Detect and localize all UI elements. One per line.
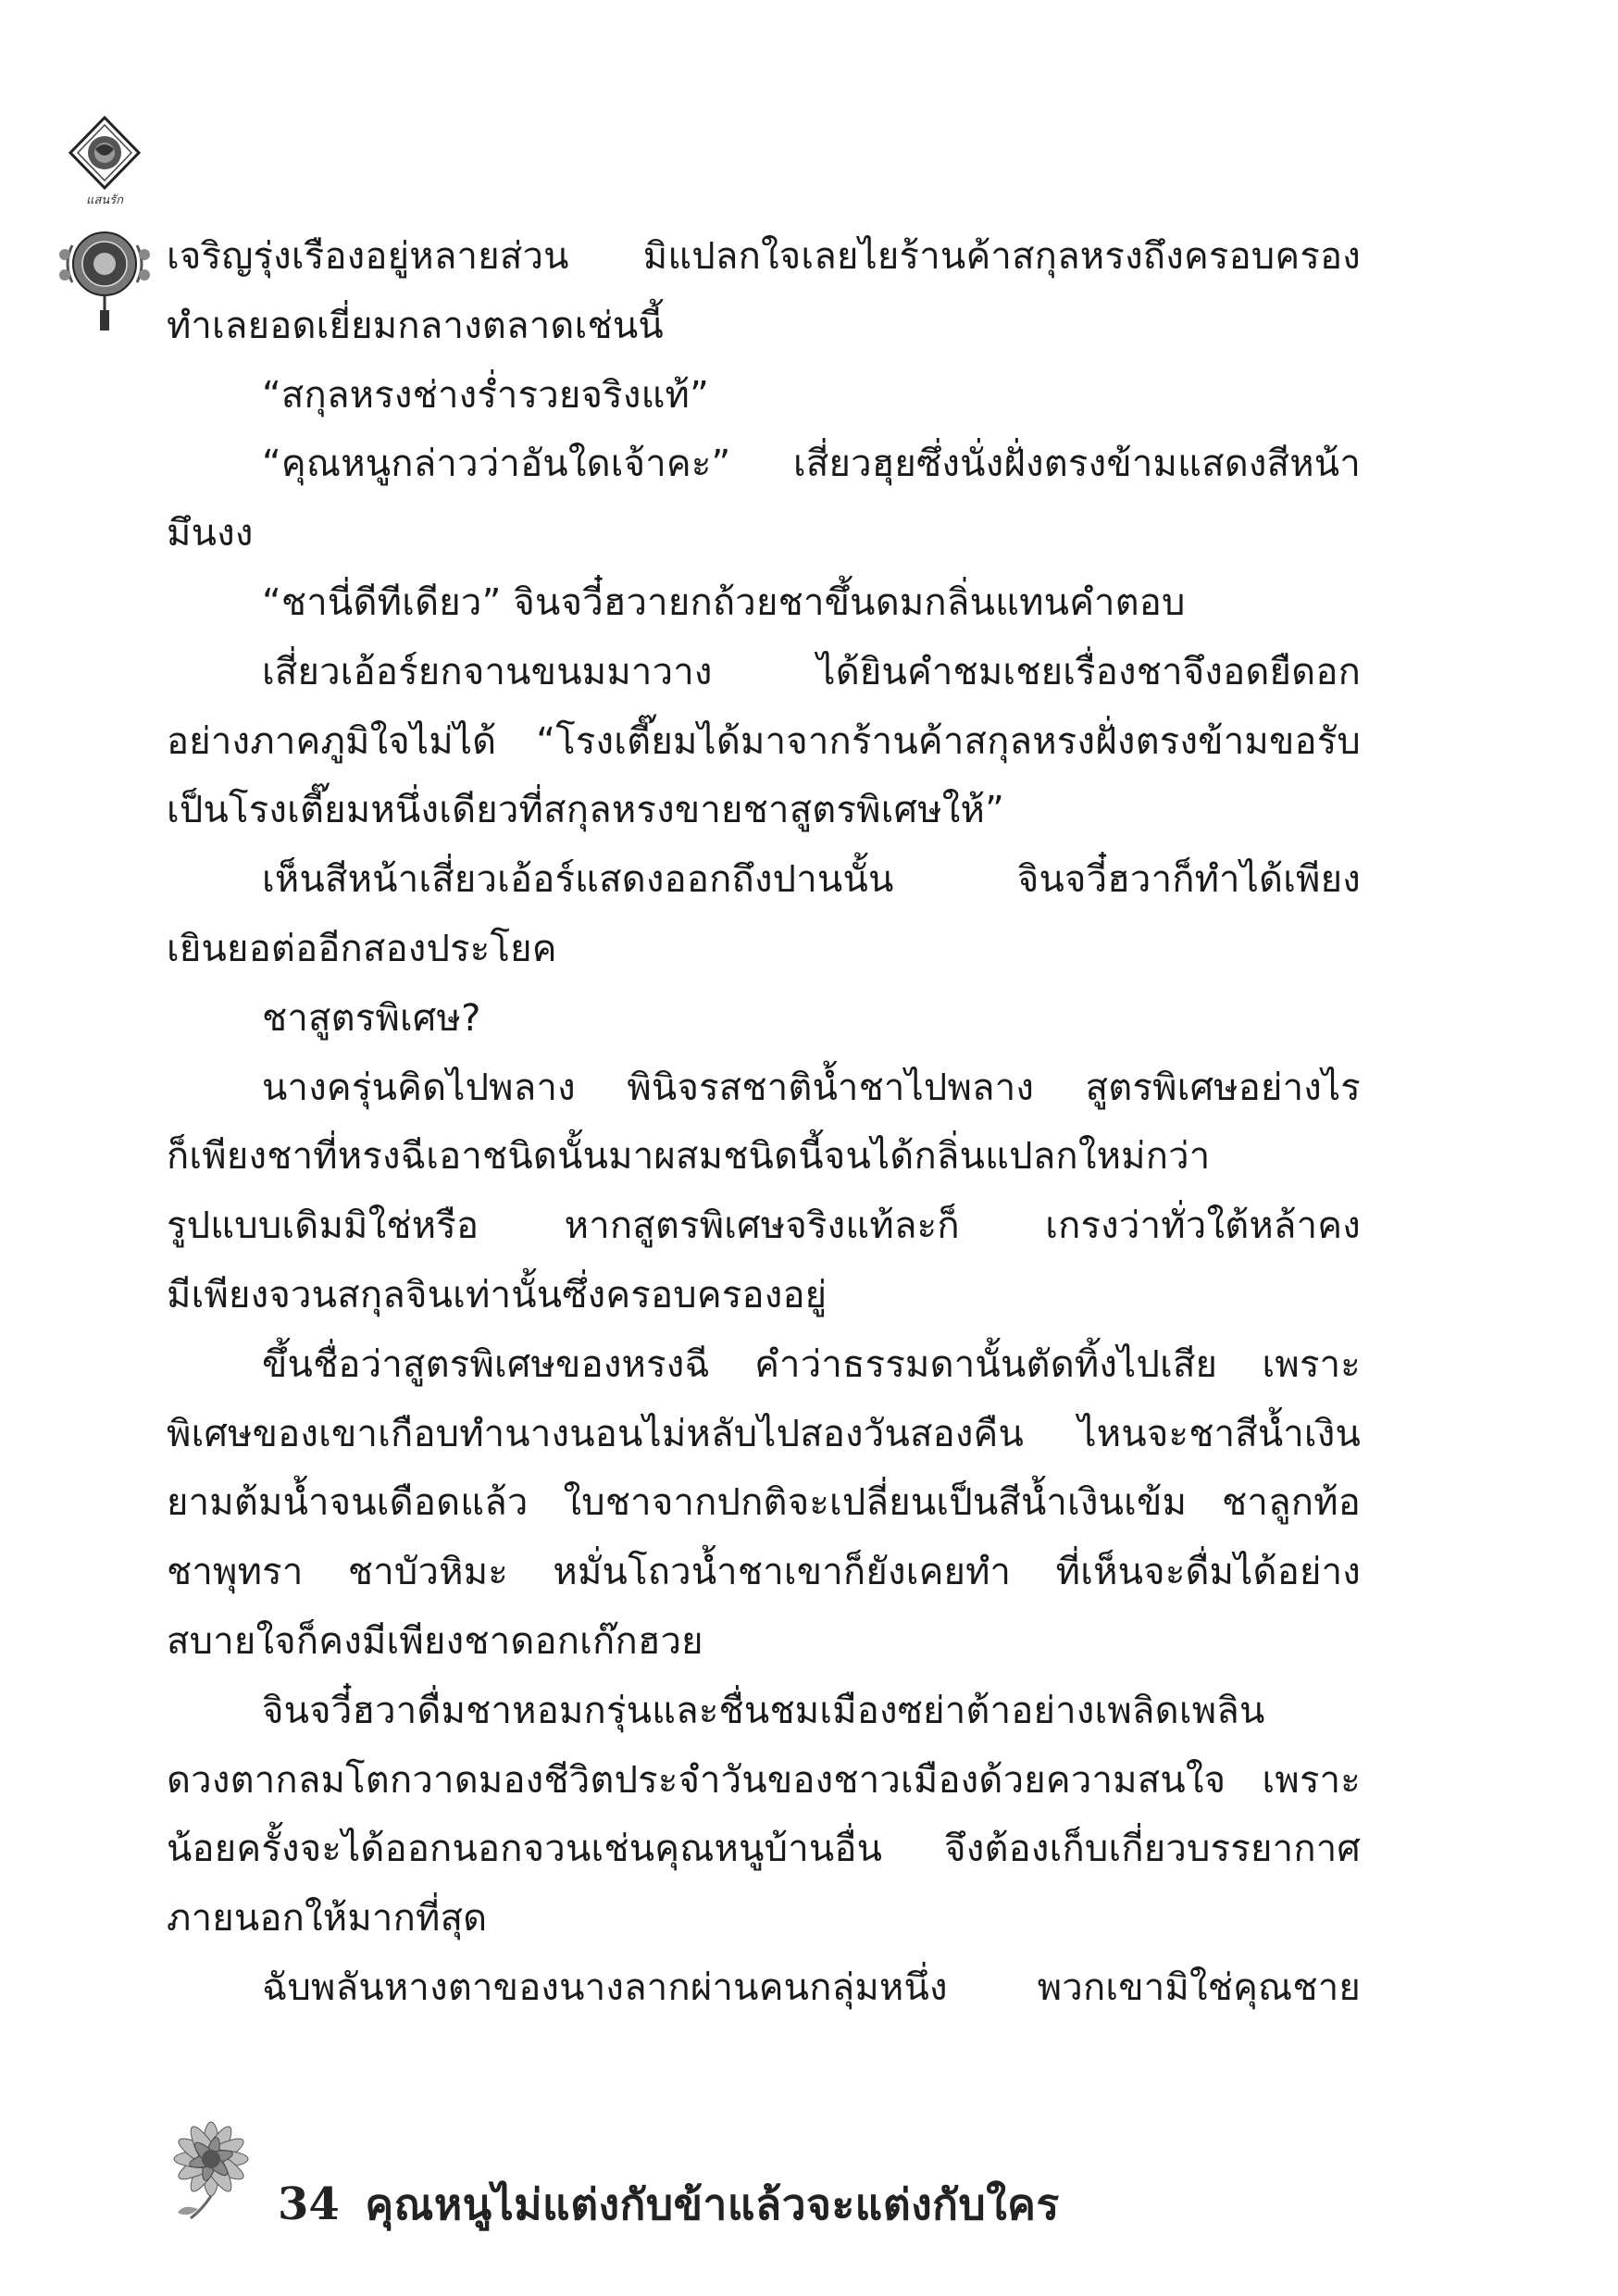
text-line: มีเพียงจวนสกุลจินเท่านั้นซึ่งครอบครองอยู่ [167,1273,828,1316]
text-line: รูปแบบเดิมมิใช่หรือ หากสูตรพิเศษจริงแท้ละก็ เกรงว่าทั่วใต้หล้าคง [167,1204,1361,1248]
text-line: ดวงตากลมโตกวาดมองชีวิตประจำวันของชาวเมืองด้วยความสนใจ เพราะ [167,1758,1361,1802]
text-line: จินจวี๋ฮวาดื่มชาหอมกรุ่นและชื่นชมเมืองซย่าต้าอย่างเพลิดเพลิน [262,1689,1265,1732]
text-line: ยามต้มน้ำจนเดือดแล้ว ใบชาจากปกติจะเปลี่ยนเป็นสีน้ำเงินเข้ม ชาลูกท้อ [167,1481,1361,1525]
text-line: เยินยอต่ออีกสองประโยค [167,927,557,970]
text-line: ก็เพียงชาที่หรงฉีเอาชนิดนั้นมาผสมชนิดนี้จนได้กลิ่นแปลกใหม่กว่า [167,1135,1211,1179]
text-line: ขึ้นชื่อว่าสูตรพิเศษของหรงฉี คำว่าธรรมดานั้นตัดทิ้งไปเสีย เพราะ [262,1342,1361,1386]
brand-label: แสนรัก [85,193,124,207]
text-line: ชาพุทรา ชาบัวหิมะ หมั่นโถวน้ำชาเขาก็ยังเคยทำ ที่เห็นจะดื่มได้อย่าง [167,1551,1361,1594]
text-line: อย่างภาคภูมิใจไม่ได้ “โรงเตี๊ยมได้มาจากร้านค้าสกุลหรงฝั่งตรงข้ามขอรับ [167,719,1361,763]
text-line: “ชานี่ดีทีเดียว” จินจวี๋ฮวายกถ้วยชาขึ้นดมกลิ่นแทนคำตอบ [262,580,1186,624]
decorative-ornament-icon [54,116,156,338]
chrysanthemum-icon [156,2103,267,2224]
flower-graphic [156,2103,267,2224]
text-line: พิเศษของเขาเกือบทำนางนอนไม่หลับไปสองวันสองคืน ไหนจะชาสีน้ำเงิน [167,1412,1361,1455]
text-line: ทำเลยอดเยี่ยมกลางตลาดเช่นนี้ [167,304,664,347]
page-footer [278,2171,1060,2239]
ornament-graphic [54,116,156,338]
text-line: เป็นโรงเตี๊ยมหนึ่งเดียวที่สกุลหรงขายชาสูตรพิเศษให้” [167,789,1004,832]
text-line: “สกุลหรงช่างร่ำรวยจริงแท้” [262,373,710,417]
text-line: เสี่ยวเอ้อร์ยกจานขนมมาวาง ได้ยินคำชมเชยเรื่องชาจึงอดยืดอก [262,650,1361,693]
body-text [167,222,1361,2023]
text-line: นางครุ่นคิดไปพลาง พินิจรสชาติน้ำชาไปพลาง สูตรพิเศษอย่างไร [262,1066,1361,1109]
text-line: มึนงง [167,512,254,555]
text-line: ฉับพลันหางตาของนางลากผ่านคนกลุ่มหนึ่ง พวกเขามิใช่คุณชาย [262,1965,1361,2009]
text-line: เจริญรุ่งเรืองอยู่หลายส่วน มิแปลกใจเลยไยร้านค้าสกุลหรงถึงครอบครอง [167,235,1361,278]
text-line: ชาสูตรพิเศษ? [262,996,481,1040]
text-line: น้อยครั้งจะได้ออกนอกจวนเช่นคุณหนูบ้านอื่น จึงต้องเก็บเกี่ยวบรรยากาศ [167,1828,1361,1871]
book-title: คุณหนูไม่แต่งกับข้าแล้วจะแต่งกับใคร [365,2179,1060,2229]
page-number: 34 [278,2178,340,2230]
text-line: “คุณหนูกล่าวว่าอันใดเจ้าคะ” เสี่ยวฮุยซึ่งนั่งฝั่งตรงข้ามแสดงสีหน้า [262,443,1361,486]
text-line: เห็นสีหน้าเสี่ยวเอ้อร์แสดงออกถึงปานนั้น จินจวี๋ฮวาก็ทำได้เพียง [262,858,1361,902]
text-line: สบายใจก็คงมีเพียงชาดอกเก๊กฮวย [167,1619,703,1663]
text-line: ภายนอกให้มากที่สุด [167,1897,488,1940]
